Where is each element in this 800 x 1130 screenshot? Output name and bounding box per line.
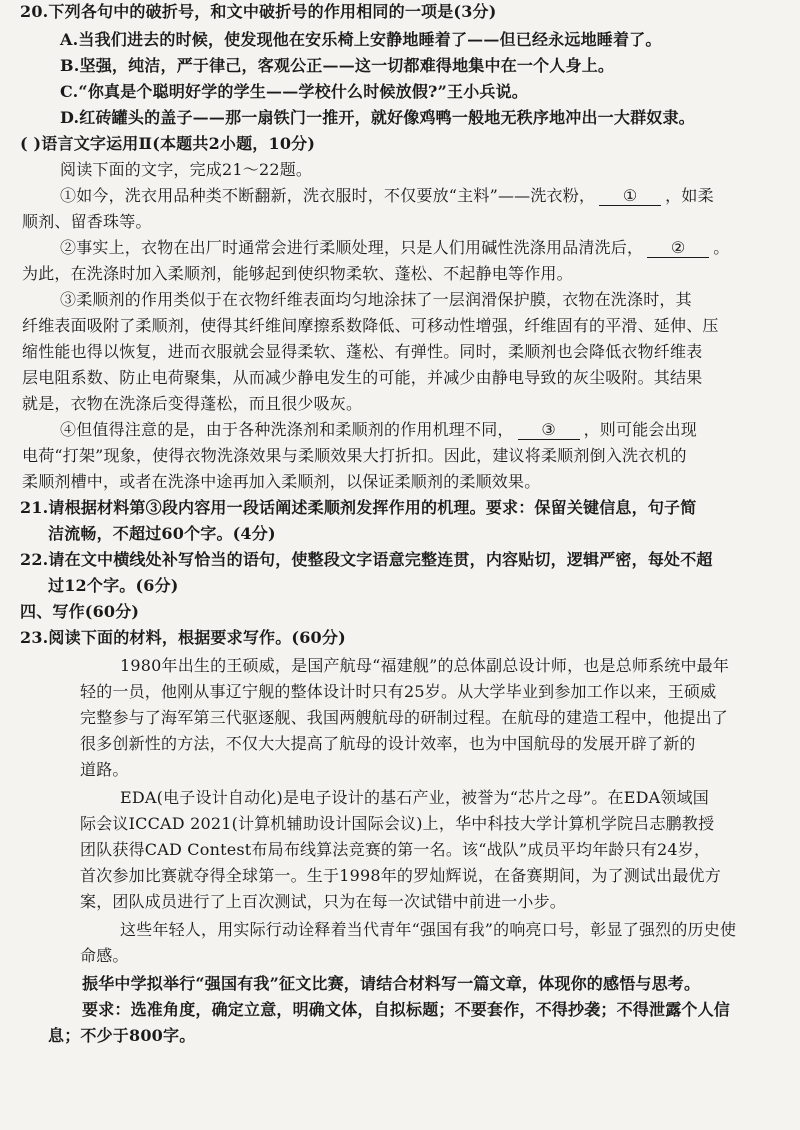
material-2-line-3: 团队获得CAD Contest布局布线算法竞赛的第一名。该“战队”成员平均年龄只有24岁， bbox=[80, 840, 711, 859]
paragraph-2-line-2: 为此，在洗涤时加入柔顺剂，能够起到使织物柔软、蓬松、不起静电等作用。 bbox=[22, 264, 573, 283]
q20-option-c: C.“你真是个聪明好学的学生——学校什么时候放假?”王小兵说。 bbox=[60, 82, 529, 101]
section-4-heading: 四、写作(60分) bbox=[20, 602, 140, 621]
section-2-heading: ( )语言文字运用Ⅱ(本题共2小题，10分) bbox=[20, 134, 316, 153]
q20-option-d: D.红砖罐头的盖子——那一扇铁门一推开，就好像鸡鸭一般地无秩序地冲出一大群奴隶。 bbox=[60, 108, 695, 127]
q23-stem: 23.阅读下面的材料，根据要求写作。(60分) bbox=[20, 628, 346, 647]
paragraph-2-text-b: 。 bbox=[713, 238, 730, 257]
material-1-line-4: 很多创新性的方法，不仅大大提高了航母的设计效率，也为中国航母的发展开辟了新的 bbox=[80, 734, 696, 753]
paragraph-4-line-2: 电荷“打架”现象，使得衣物洗涤效果与柔顺效果大打折扣。因此，建议将柔顺剂倒入洗衣机的 bbox=[22, 446, 687, 465]
blank-3: ③ bbox=[518, 421, 580, 440]
paragraph-3-line-3: 缩性能也得以恢复，进而衣服就会显得柔软、蓬松、有弹性。同时，柔顺剂也会降低衣物纤维表 bbox=[22, 342, 703, 361]
q23-requirements-line-1: 要求：选准角度，确定立意，明确文体，自拟标题；不要套作，不得抄袭；不得泄露个人信 bbox=[82, 1000, 731, 1019]
q20-option-a: A.当我们进去的时候，使发现他在安乐椅上安静地睡着了——但已经永远地睡着了。 bbox=[60, 30, 662, 49]
paragraph-1-text-b: ，如柔 bbox=[665, 186, 714, 205]
material-1-line-3: 完整参与了海军第三代驱逐舰、我国两艘航母的研制过程。在航母的建造工程中，他提出了 bbox=[80, 708, 729, 727]
q22-line-2: 过12个字。(6分) bbox=[48, 576, 179, 595]
material-3-line-1: 这些年轻人，用实际行动诠释着当代青年“强国有我”的响亮口号，彰显了强烈的历史使 bbox=[120, 920, 737, 939]
material-2-line-1: EDA(电子设计自动化)是电子设计的基石产业，被誉为“芯片之母”。在EDA领域国 bbox=[120, 788, 709, 807]
section-2-intro: 阅读下面的文字，完成21～22题。 bbox=[60, 160, 313, 179]
blank-2: ② bbox=[647, 239, 709, 258]
paragraph-3-line-5: 就是，衣物在洗涤后变得蓬松，而且很少吸灰。 bbox=[22, 394, 363, 413]
material-2-line-4: 首次参加比赛就夺得全球第一。生于1998年的罗灿辉说，在备赛期间，为了测试出最优方 bbox=[80, 866, 721, 885]
material-1-line-2: 轻的一员，他刚从事辽宁舰的整体设计时只有25岁。从大学毕业到参加工作以来，王硕威 bbox=[80, 682, 717, 701]
material-2-line-2: 际会议ICCAD 2021(计算机辅助设计国际会议)上，华中科技大学计算机学院吕志鹏教授 bbox=[80, 814, 715, 833]
paragraph-1-line-2: 顺剂、留香珠等。 bbox=[22, 212, 152, 231]
q23-requirements-line-2: 息；不少于800字。 bbox=[48, 1026, 196, 1045]
paragraph-4-line-1 bbox=[60, 420, 697, 440]
blank-1: ① bbox=[599, 187, 661, 206]
paragraph-1-line-1 bbox=[60, 186, 714, 206]
paragraph-2-text-a: ②事实上，衣物在出厂时通常会进行柔顺处理，只是人们用碱性洗涤用品清洗后， bbox=[60, 238, 644, 257]
paragraph-3-line-1: ③柔顺剂的作用类似于在衣物纤维表面均匀地涂抹了一层润滑保护膜，衣物在洗涤时，其 bbox=[60, 290, 692, 309]
paragraph-3-line-4: 层电阻系数、防止电荷聚集，从而减少静电发生的可能，并减少由静电导致的灰尘吸附。其结果 bbox=[22, 368, 703, 387]
paragraph-2-line-1 bbox=[60, 238, 729, 258]
paragraph-4-line-3: 柔顺剂槽中，或者在洗涤中途再加入柔顺剂，以保证柔顺剂的柔顺效果。 bbox=[22, 472, 541, 491]
material-2-line-5: 案，团队成员进行了上百次测试，只为在每一次试错中前进一小步。 bbox=[80, 892, 567, 911]
material-1-line-1: 1980年出生的王硕威，是国产航母“福建舰”的总体副总设计师，也是总师系统中最年 bbox=[120, 656, 730, 675]
material-1-line-5: 道路。 bbox=[80, 760, 129, 779]
q23-task: 振华中学拟举行“强国有我”征文比赛，请结合材料写一篇文章，体现你的感悟与思考。 bbox=[82, 974, 701, 993]
paragraph-4-text-a: ④但值得注意的是，由于各种洗涤剂和柔顺剂的作用机理不同， bbox=[60, 420, 514, 439]
q22-line-1: 22.请在文中横线处补写恰当的语句，使整段文字语意完整连贯，内容贴切，逻辑严密，每处不超 bbox=[20, 550, 713, 569]
q20-option-b: B.坚强，纯洁，严于律己，客观公正——这一切都难得地集中在一个人身上。 bbox=[60, 56, 615, 75]
q21-line-1: 21.请根据材料第③段内容用一段话阐述柔顺剂发挥作用的机理。要求：保留关键信息，句子简 bbox=[20, 498, 697, 517]
paragraph-4-text-b: ，则可能会出现 bbox=[583, 420, 698, 439]
q21-line-2: 洁流畅，不超过60个字。(4分) bbox=[48, 524, 276, 543]
paragraph-3-line-2: 纤维表面吸附了柔顺剂，使得其纤维间摩擦系数降低、可移动性增强，纤维固有的平滑、延伸、压 bbox=[22, 316, 719, 335]
q20-stem: 20.下列各句中的破折号，和文中破折号的作用相同的一项是(3分) bbox=[20, 2, 497, 21]
material-3-line-2: 命感。 bbox=[80, 946, 129, 965]
paragraph-1-text-a: ①如今，洗衣用品种类不断翻新，洗衣服时，不仅要放“主料”——洗衣粉， bbox=[60, 186, 596, 205]
